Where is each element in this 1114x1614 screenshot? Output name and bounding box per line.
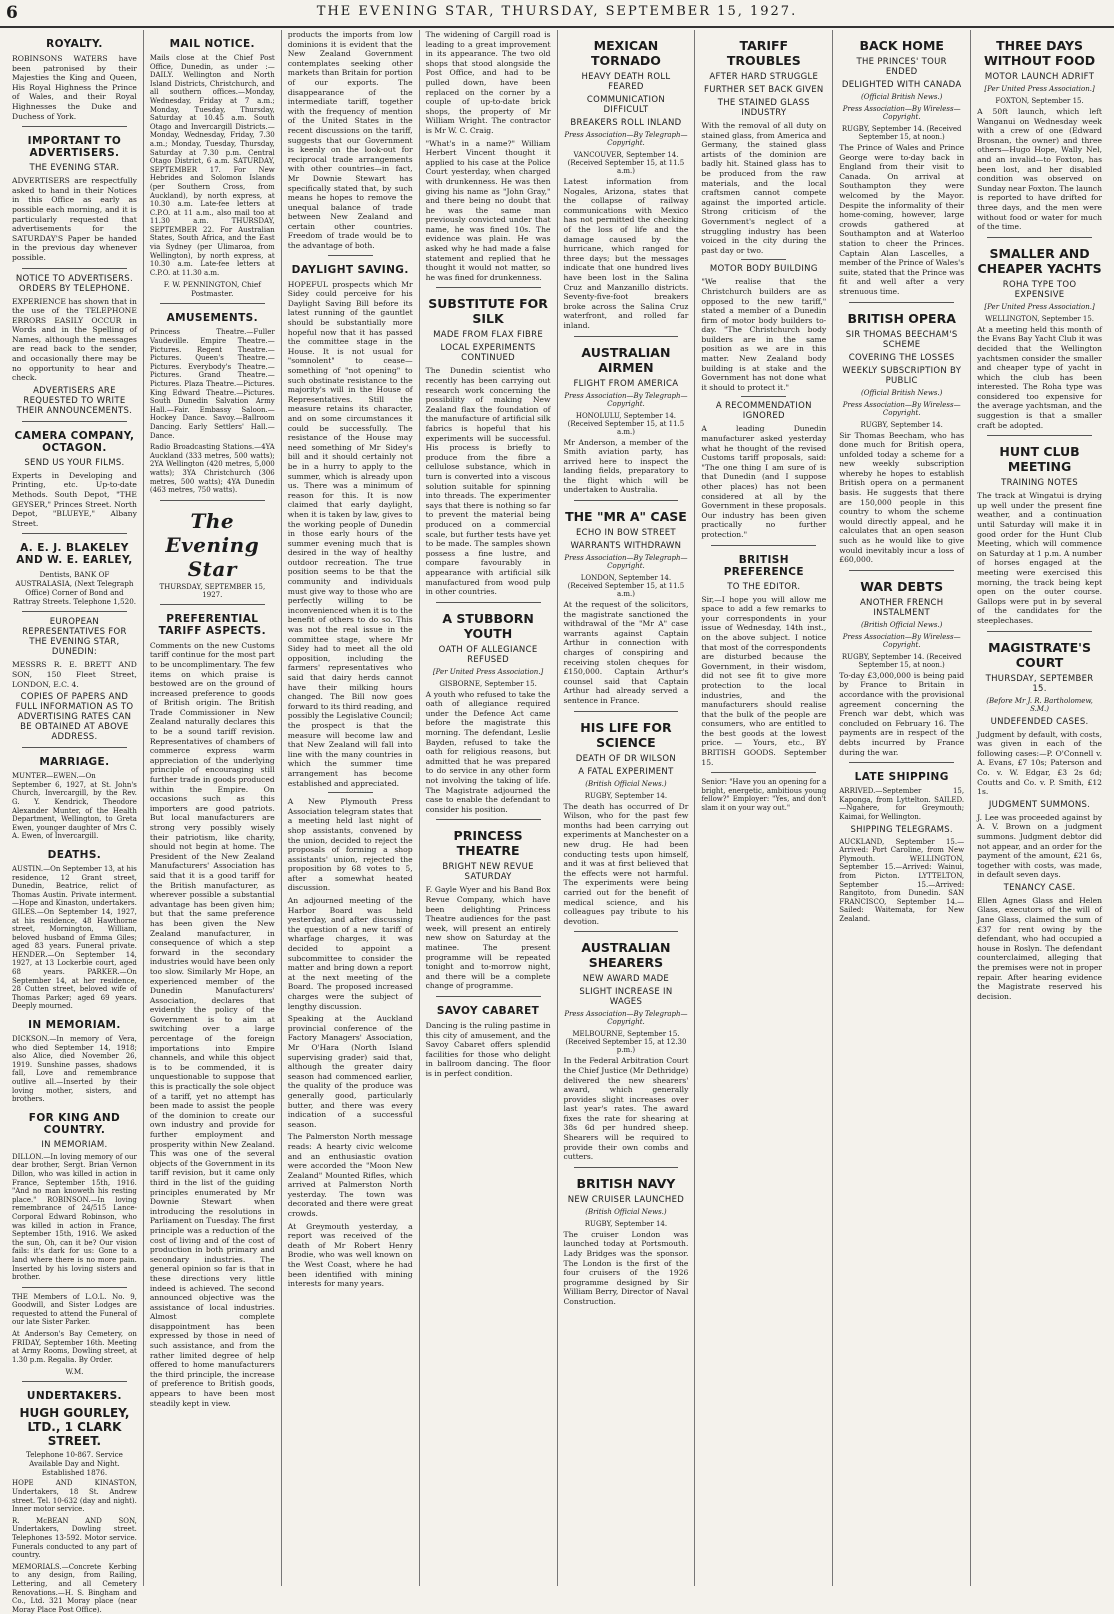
motor-body-heading: MOTOR BODY BUILDING (709, 264, 818, 275)
undertakers-heading: UNDERTAKERS. (26, 1390, 122, 1403)
mexican-tornado-body: Latest information from Nogales, Arizona, states that the collapse of railway communications with Mexico has not permitted the checking of the loss of life and the damage caused by the hurricane, which ranged for three days; but the messages indicate that one hundred lives have been lost in the Salina Cruz and Manzanillo districts. Seventy-five-foot breakers broke across the Salina Cruz waterfront, and rolled far inland. (563, 177, 689, 330)
divider (22, 1381, 127, 1382)
telephone-orders-notice: EXPERIENCE has shown that in the use of the TELEPHONE ERRORS EASILY OCCUR in Words and in the Spelling of Names, although the messages are read back to the sender, and occasionally there may be no opportunity to hear and check. (12, 296, 137, 383)
recommendation-heading: A RECOMMENDATION IGNORED (715, 401, 812, 422)
amusements-heading: AMUSEMENTS. (166, 312, 258, 325)
back-home-dateline: RUGBY, September 14. (Received September 15, at noon.) (841, 125, 962, 141)
page-number: 6 (6, 3, 18, 23)
european-reps-heading: EUROPEAN REPRESENTATIVES FOR THE EVENING STAR, DUNEDIN: (22, 617, 127, 658)
amusements-list: Princess Theatre.—Fuller Vaudeville. Empire Theatre.—Pictures. Regent Theatre.—Pictures. Queen's Theatre.—Pictures. Everybody's Theatre.—Pictures. Grand Theatre.—Pictures. Plaza Theatre.—Pictures. King Edward Theatre.—Pictures. South Dunedin Salvation Army Hall.—Fair. Embassy Saloon.—Hockey Dance. Savoy.—Ballroom Dancing. Early Settlers' Hall.—Dance. (149, 328, 275, 440)
navy-dateline: RUGBY, September 14. (584, 1219, 668, 1228)
editorial-continued: products the imports from low dominions it is evident that the New Zealand Government contemplates seeking other markets than Britain for portion of our exports. The disappearance of the intermediate tariff, together with the frequency of mention of the United States in the recent discussions on the tariff, suggests that our Government is keenly on the look-out for reciprocal trade arrangements with other countries—in fact, Mr Downie Stewart has specifically stated that, by such means he hopes to remove the unequal balance of trade between New Zealand and certain other countries. Freedom of trade would be to the advantage of both. (287, 30, 413, 251)
hunt-club-heading: HUNT CLUB MEETING (999, 444, 1080, 475)
yachts-dateline: WELLINGTON, September 15. (985, 314, 1095, 323)
airmen-credit: Press Association—By Telegraph—Copyright. (564, 391, 688, 408)
airmen-heading: AUSTRALIAN AIRMEN (581, 344, 671, 375)
cargill-road-item: The widening of Cargill road is leading to a great improvement in its appearance. The two old shops that stood alongside the Post Office, and had to be pulled down, have been replaced on the corner by a couple of up-to-date brick shops, the property of Mr William Wright. The contractor is Mr W. C. Craig. (425, 30, 551, 135)
divider (574, 931, 679, 932)
mcbean-ad: R. McBEAN AND SON, Undertakers, Dowling street. Telephones 13-592. Motor service. Funerals conducted to any part of country. (12, 1516, 137, 1560)
yachts-body: At a meeting held this month of the Evans Bay Yacht Club it was decided that the Wellington yachtsmen consider the smaller and cheaper type of yacht in which the club has been interested. The Roha type was considered too expensive for the average yachtsman, and the suggestion is that a smaller craft be adopted. (977, 324, 1102, 430)
late-shipping-heading: LATE SHIPPING (854, 771, 949, 784)
magistrates-court-before: (Before Mr J. R. Bartholomew, S.M.) (986, 696, 1093, 713)
british-opera-credit: (Official British News.) (860, 388, 943, 397)
airmen-body: Mr Anderson, a member of the Smith aviation party, has arrived here to inspect the landing fields, preparatory to the flight which will be undertaken to Australia. (563, 437, 689, 495)
science-credit: (British Official News.) (585, 779, 667, 788)
divider (328, 792, 373, 793)
memoriam-heading: IN MEMORIAM. (28, 1019, 121, 1032)
divider (436, 602, 541, 603)
shearers-dateline: MELBOURNE, September 15. (Received September 15, at 12.30 p.m.) (565, 1030, 687, 1055)
science-heading: HIS LIFE FOR SCIENCE (580, 719, 672, 750)
deaths-notices: AUSTIN.—On September 13, at his residence, 12 Grant street, Dunedin, Beatrice, relict of Thomas Austin. Private interment.—Hope and Kinaston, undertakers. GILES.—On September 14, 1927, at his residence, 48 Hawthorne street, Mornington, William, beloved husband of Emma Giles; aged 83 years. Funeral private. HENDER.—On September 14, 1927, at 13 Lockerbie court, aged 68 years. PARKER.—On September 14, at her residence, 28 Cutten street, beloved wife of Thomas Parker; aged 69 years. Deeply mourned. (12, 864, 137, 1011)
newspaper-masthead (0, 0, 1114, 28)
divider (987, 631, 1092, 632)
war-debts-body: To-day £3,000,000 is being paid by France to Britain in accordance with the provisional agreement concerning the French war debt, which was concluded on February 16. The payments are in respect of the debts incurred by France during the war. (839, 670, 965, 757)
lodge-notice: At Anderson's Bay Cemetery, on FRIDAY, September 16th. Meeting at Army Rooms, Dowling street, at 1.30 p.m. Regalia. By Order. (12, 1330, 137, 1364)
science-dateline: RUGBY, September 14. (584, 791, 668, 800)
mr-a-case-heading: THE "MR A" CASE (565, 509, 687, 525)
stubborn-youth-credit: [Per United Press Association.] (432, 667, 544, 676)
column-3 (281, 30, 419, 1586)
divider (22, 611, 127, 612)
silk-substitute-subheading-2: LOCAL EXPERIMENTS CONTINUED (440, 343, 536, 364)
recommendation-body: A leading Dunedin manufacturer asked yesterday what he thought of the revised Customs tariff proposals, said: "The one thing I am sure of is that Dunedin (and I suppose other places) has not been considered at all by the Government in these proposals. Our industry has been given practically no further protection." (701, 424, 827, 539)
motor-body-item: "We realise that the Christchurch builders are as opposed to the new tariff," stated a member of a Dunedin firm of motor body builders to-day. "The Christchurch body builders are in the same position as we are in this matter. New Zealand body building is at stake and the Government has not done what it should to protect it." (701, 277, 827, 392)
gourley-ad-body: Telephone 10-867. Service Available Day and Night. Established 1876. (25, 1450, 123, 1478)
yachts-credit: [Per United Press Association.] (984, 302, 1095, 311)
advertisers-subheading: THE EVENING STAR. (29, 163, 120, 174)
divider (849, 762, 954, 763)
navy-body: The cruiser London was launched today at Portsmouth. Lady Bridges was the sponsor. The London is the first of the four cruisers of the 1926 programme designed by Sir William Berry, Director of Naval Construction. (563, 1229, 689, 1306)
mexican-tornado-subheading-3: BREAKERS ROLL INLAND (570, 118, 682, 128)
daylight-saving-body: HOPEFUL prospects which Mr Sidey could perceive for his Daylight Saving Bill before its latest running of the gauntlet should be substantially more hopeful now that it has passed the committee stage in the House. It is not usual for "somnolent" to cease—something of "not opening" to such obstinate resistance to the majority's will in the House of Representatives. Still the measure retains its character, and on some circumstances it could be successfully. The resistance of the House may need something of Mr Sidey's bill and it should certainly not be in a hurry to apply to the summer, which is already upon us. There was a minimum of reason for this. It is now claimed that early daylight, when it is taken by law, gives to the working people of Dunedin in those early hours of the summer evening much that is desired in the way of healthy outdoor recreation. The true position seems to be that the community and individuals must give way to those who are perfectly willing to be inconvenienced when it is to the benefit of others to do so. This was not the real issue in the committee stage, where Mr Sidey had to meet all the old opposition, including the farmers' representatives who said that dairy herds cannot have their milking hours changed. The Bill now goes forward to its third reading, and possibly the Legislative Council; the prospect is that the measure will become law and that New Zealand will fall into line with the many countries in which the summer time arrangement has become established and appreciated. (287, 279, 413, 788)
divider (436, 996, 541, 997)
mail-notice-body: Mails close at the Chief Post Office, Dunedin, as under :— DAILY. Wellington and North Island Districts, Christchurch, and all southern offices.—Monday, Wednesday, Friday at 7 a.m.; Monday, Tuesday, Thursday, Saturday at 10.45 a.m. South Otago and Invercargill Districts.—Monday, Wednesday, Friday, 7.30 a.m.; Monday, Tuesday, Thursday, Saturday at 7.30 p.m. Central Otago District, 6 a.m. SATURDAY, SEPTEMBER 17. For New Hebrides and Solomon Islands (per Southern Cross, from Auckland), by north express, at 10.30 a.m. Late-fee letters at C.P.O. at 11 a.m., also mail too at 11.30 a.m. THURSDAY, SEPTEMBER 22. For Australian States, South Africa, and the East via Sydney (per Ulimaroa, from Wellington), by north express, at 10.30 a.m. Late-fee letters at C.P.O. at 11.30 a.m. (149, 54, 275, 277)
magistrates-court-heading: MAGISTRATE'S COURT (988, 639, 1091, 670)
mr-a-case-credit: Press Association—By Telegraph—Copyright. (564, 554, 688, 571)
science-subheading: DEATH OF DR WILSON (575, 753, 677, 764)
judgment-summons-heading: JUDGMENT SUMMONS. (988, 799, 1091, 810)
silk-substitute-subheading: MADE FROM FLAX FIBRE (433, 330, 544, 341)
shearers-body: In the Federal Arbitration Court the Chief Justice (Mr Dethridge) delivered the new shearers' award, which generally provides slight increases over last year's rates. The award fixes the rate for shearing at 38s 6d per hundred sheep. Shearers will be required to provide their own combs and cutters. (563, 1056, 689, 1162)
gourley-ad-heading: HUGH GOURLEY, LTD., 1 CLARK STREET. (19, 1406, 130, 1449)
camera-company-ad: Experts in Developing and Printing, etc. Up-to-date Methods. South Depot, "THE GEYSER," Princes Street. North Depot, "BLUEYE," Albany Street. (12, 470, 137, 528)
joke-item: Senior: "Have you an opening for a bright, energetic, ambitious young fellow?" Employer: "Yes, and don't slam it on your way out." (701, 778, 827, 813)
british-opera-subheading: SIR THOMAS BEECHAM'S SCHEME (845, 329, 958, 350)
judgment-summons-body: J. Lee was proceeded against by A. V. Brown on a judgment summons. Judgment debtor did not appear, and an order for the payment of the amount, £21 6s, together with costs, was made, in default seven days. (977, 812, 1102, 880)
without-food-heading: THREE DAYS WITHOUT FOOD (983, 38, 1096, 68)
airmen-subheading: FLIGHT FROM AMERICA (573, 378, 679, 389)
marriage-heading: MARRIAGE. (39, 756, 110, 769)
dentists-ad: Dentists, BANK OF AUSTRALASIA, (Next Telegraph Office) Corner of Bond and Rattray Streets. Telephone 1,520. (12, 570, 137, 607)
back-home-body: The Prince of Wales and Prince George were to-day back in England from their visit to Canada. On arrival at Southampton they were welcomed by the Mayor. Despite the informality of their home-coming, however, large crowds gathered at Southampton and at Waterloo station to cheer the Princes. Captain Alan Lascelles, a member of the Prince of Wales's suite, stated that the Prince was fit and well after a very strenuous time. (839, 143, 965, 296)
science-subheading-2: A FATAL EXPERIMENT (578, 766, 674, 777)
stubborn-youth-dateline: GISBORNE, September 15. (439, 679, 537, 688)
divider (328, 255, 373, 256)
divider (574, 711, 679, 712)
mail-notice-heading: MAIL NOTICE. (169, 38, 255, 50)
advertisers-heading: IMPORTANT TO ADVERTISERS. (27, 135, 122, 160)
yachts-heading: SMALLER AND CHEAPER YACHTS (977, 245, 1102, 276)
back-home-subheading: THE PRINCES' TOUR ENDED (856, 57, 947, 77)
european-reps-body: MESSRS R. E. BRETT AND SON, 150 Fleet Street, LONDON, E.C. 4. (12, 660, 137, 689)
memorials-ad: MEMORIALS.—Concrete Kerbing to any design, from Railing, Lettering, and all Cemetery Renovations.—H. S. Bingham and Co., Ltd. 321 Moray place (near Moray Place Post Office). (12, 1562, 137, 1614)
without-food-credit: [Per United Press Association.] (984, 85, 1095, 93)
british-opera-credit-2: Press Association—By Wireless—Copyright. (842, 400, 961, 417)
column-1 (6, 30, 143, 1614)
royalty-notice: ROBINSONS WATERS have been patronised by their Majesties the King and Queen, His Royal Highness the Prince of Wales, and their Royal Highnesses the Duke and Duchess of York. (12, 54, 137, 121)
column-8 (970, 30, 1108, 1586)
british-opera-dateline: RUGBY, September 14. (860, 420, 943, 429)
column-6 (694, 30, 832, 1586)
divider (22, 533, 127, 534)
tariff-troubles-heading: TARIFF TROUBLES (726, 38, 801, 68)
mexican-tornado-subheading-2: COMMUNICATION DIFFICULT (586, 95, 665, 115)
british-opera-subheading-2: COVERING THE LOSSES (848, 352, 955, 363)
divider (711, 772, 816, 773)
editorial-date: THURSDAY, SEPTEMBER 15, 1927. (159, 582, 266, 599)
savoy-heading: SAVOY CABARET (436, 1004, 540, 1017)
savoy-body: Dancing is the ruling pastime in this city of amusement, and the Savoy Cabaret offers splendid facilities for those who delight in ballroom dancing. The floor is in perfect condition. (425, 1020, 551, 1078)
war-debts-dateline: RUGBY, September 14. (Received September 15, at noon.) (841, 652, 962, 669)
advertisers-notice: ADVERTISERS are respectfully asked to hand in their Notices in this Office as early as possible each morning, and it is particularly requested that advertisements for the SATURDAY'S Paper be handed in the previous day whenever possible. (12, 176, 137, 262)
war-debts-credit: (British Official News.) (860, 620, 943, 629)
marriage-notice: MUNTER—EWEN.—On September 6, 1927, at St. John's Church, Invercargill, by the Rev. G. Y. Kendrick, Theodore Alexander Munter, of the Health Department, Wellington, to Greta Ewen, younger daughter of Mrs C. A. Ewen, of Invercargill. (12, 772, 137, 841)
without-food-dateline: FOXTON, September 15. (995, 97, 1084, 105)
divider (436, 287, 541, 288)
shearers-credit: Press Association—By Telegraph—Copyright. (564, 1010, 688, 1027)
hunt-club-body: The track at Wingatui is drying up well under the present fine weather, and a continuation until Saturday will make it in good order for the Hunt Club Meeting, which will commence on Saturday at 1 p.m. A number of horses engaged at the meeting were exercised this morning, the track being kept open on the outer course. Gallops were put in by several of the candidates for the steeplechases. (977, 491, 1102, 625)
tariff-troubles-body: With the removal of all duty on stained glass, from America and Germany, the stained glass artists of the dominion are badly hit. Stained glass has to be produced from the raw materials, and the local craftsmen cannot compete against the imported article. Strong criticism of the Government's neglect of a struggling industry has been voiced in the city during the past day or two. (701, 121, 827, 255)
british-opera-heading: BRITISH OPERA (847, 310, 956, 326)
editorial-body: Comments on the new Customs tariff continue for the most part to be uncomplimentary. The few items on which praise is bestowed are on the ground of increased preference to goods of British origin. The British Trade Commissioner in New Zealand naturally declares this to be a sound tariff revision. Representatives of chambers of commerce express warm appreciation of the underlying principle of encouraging still further trade in goods produced within the Empire. On occasions such as this importers are good patriots. But local manufacturers are strong very possibly wisely their patriotism, like charity, should not begin at home. The President of the New Zealand Manufacturers' Association has said that it is a good tariff for the British manufacturer, as wherever possible a substantial advantage has been given him; but that the same preference has been given the New Zealand manufacturer, in consequence of which a step forward in the secondary industries would have been only too slow. Similarly Mr Hope, an experienced member of the Dunedin Manufacturers' Association, declares that evidently the policy of the Government is to aim at switching over a large percentage of the foreign importations into Empire channels, and while this object is to be commended, it is unquestionable to suppose that this is practically the sole object of a tariff, yet no attempt has been made to assist the people of the dominion to create our own industry and provide for further employment and prosperity within New Zealand. This was one of the several objects of the Government in its tariff revision, but it came only third in the list of the guiding principles enumerated by Mr Downie Stewart when introducing the resolutions in Parliament on Tuesday. The first principle was a reduction of the cost of living and of the cost of production in both primary and secondary industries. The general opinion so far is that in these directions very little indeed is achieved. The second announced objective was the assistance of local industries. Almost complete disappointment has been expressed by those in need of such assistance, and from the rather limited degree of help offered to home manufacturers the third principle, the increase of preference to British goods, appears to have been most steadily kept in view. (149, 640, 275, 1408)
divider (741, 259, 786, 260)
war-debts-credit-2: Press Association—By Wireless—Copyright. (842, 632, 961, 649)
british-preference-heading: BRITISH PREFERENCE (723, 553, 804, 578)
new-plymouth-item: A New Plymouth Press Association telegram states that a meeting held last night of shop assistants, convened by the union, decided to reject the proposals of forming a shop assistants' union, rejected the proposition by 68 votes to 5, after a somewhat heated discussion. (287, 797, 413, 893)
lodge-signature: W.M. (65, 1367, 84, 1377)
mexican-tornado-subheading: HEAVY DEATH ROLL FEARED (581, 72, 671, 92)
tenancy-case-heading: TENANCY CASE. (1003, 882, 1076, 893)
mail-notice-signature: F. W. PENNINGTON, Chief Postmaster. (163, 280, 261, 299)
greymouth-item: At Greymouth yesterday, a report was received of the death of Mr Robert Henry Brodie, who was well known on the West Coast, where he had been identified with mining interests for many years. (287, 1221, 413, 1289)
lodge-heading: THE Members of L.O.L. No. 9, Goodwill, and Sister Lodges are requested to attend the Funeral of our late Sister Parker. (12, 1292, 137, 1327)
divider (849, 570, 954, 571)
british-preference-subheading: TO THE EDITOR. (727, 581, 801, 592)
back-home-subheading-2: DELIGHTED WITH CANADA (841, 80, 962, 90)
telephone-orders-heading: NOTICE TO ADVERTISERS. ORDERS BY TELEPHONE. (15, 273, 133, 294)
tenancy-case-body: Ellen Agnes Glass and Helen Glass, executors of the will of Jane Glass, claimed the sum of £37 for rent owing by the defendant, who had occupied a house in Roslyn. The defendant counterclaimed, alleging that the premises were not in proper repair. After hearing evidence the Magistrate reserved his decision. (977, 895, 1102, 1001)
memoriam-notice: DICKSON.—In memory of Vera, who died September 14, 1918; also Alice, died November 26, 1919. Sunshine passes, shadows fall, Love and remembrance outlive all.—Inserted by their loving mother, sisters, and brothers. (12, 1035, 137, 1104)
editorial-heading: PREFERENTIAL TARIFF ASPECTS. (158, 612, 267, 637)
shearers-heading: AUSTRALIAN SHEARERS (581, 940, 671, 971)
divider (160, 303, 265, 304)
dentists-heading: A. E. J. BLAKELEY AND W. E. EARLEY, (16, 542, 133, 567)
divider (849, 302, 954, 303)
science-body: The death has occurred of Dr Wilson, who for the past few months had been carrying out experiments at Manchester on a new drug. He had been conducting tests upon himself, and it was at first believed that the effects were not harmful. The experiments were being carried out for the benefit of medical science, and his colleagues pay tribute to his devotion. (563, 801, 689, 926)
divider (574, 1167, 679, 1168)
princess-theatre-heading: PRINCESS THEATRE (453, 828, 523, 859)
write-announcements-heading: ADVERTISERS ARE REQUESTED TO WRITE THEIR ANNOUNCEMENTS. (16, 385, 133, 416)
king-country-subheading: IN MEMORIAM. (41, 1139, 108, 1150)
war-debts-subheading: ANOTHER FRENCH INSTALMENT (859, 597, 944, 618)
divider (574, 336, 679, 337)
palmerston-item: The Palmerston North message reads: A hearty civic welcome and an enthusiastic ovation were accorded the "Moon New Zealand" Mounted Rifles, which arrived at Palmerston North yesterday. The town was decorated and there were great crowds. (287, 1132, 413, 1219)
divider (711, 545, 816, 546)
copies-heading: COPIES OF PAPERS AND FULL INFORMATION AS TO ADVERTISING RATES CAN BE OBTAINED AT ABOVE ADDRESS. (15, 692, 134, 743)
princess-theatre-body: F. Gayle Wyer and his Band Box Revue Company, which have been delighting Princess Theatre audiences for the past week, will present an entirely new show on Saturday at the matinee. The present programme will be repeated tonight and to-morrow night, and there will be a complete change of programme. (425, 885, 551, 991)
divider (987, 237, 1092, 238)
stubborn-youth-body: A youth who refused to take the oath of allegiance required under the Defence Act came before the magistrate this morning. The defendant, Leslie Bayden, refused to take the oath for religious reasons, but admitted that he was prepared to do service in any other form not involving the taking of life. The Magistrate adjourned the case to enable the defendant to consider his position. (425, 689, 551, 814)
divider (22, 747, 127, 748)
navy-heading: BRITISH NAVY (576, 1175, 676, 1191)
column-2 (143, 30, 281, 1586)
silk-substitute-heading: SUBSTITUTE FOR SILK (428, 296, 548, 327)
daylight-saving-heading: DAYLIGHT SAVING. (291, 263, 409, 276)
royalty-heading: ROYALTY. (46, 38, 103, 50)
mr-a-case-dateline: LONDON, September 14. (Received September 15, at 11.5 a.m.) (567, 574, 685, 599)
stubborn-youth-subheading: OATH OF ALLEGIANCE REFUSED (438, 644, 538, 665)
camera-company-heading: CAMERA COMPANY, OCTAGON. (14, 429, 135, 454)
divider (987, 435, 1092, 436)
newspaper-columns (6, 30, 1108, 1614)
divider (741, 396, 786, 397)
without-food-subheading: MOTOR LAUNCH ADRIFT (984, 72, 1095, 82)
shipping-telegrams-body: AUCKLAND, September 15.—Arrived: Port Caroline, from New Plymouth. WELLINGTON, September 15.—Arrived: Wainui, from Picton. LYTTELTON, September 15.—Arrived: Rangitoto, from Dunedin. SAN FRANCISCO, September 14.—Sailed: Waitemata, for New Zealand. (839, 837, 965, 923)
newspaper-title: THE EVENING STAR, THURSDAY, SEPTEMBER 15, 1927. (316, 4, 798, 19)
divider (22, 268, 127, 269)
column-7 (832, 30, 970, 1586)
tariff-troubles-subheading: AFTER HARD STRUGGLE (709, 72, 819, 82)
mr-a-case-subheading: ECHO IN BOW STREET (575, 528, 676, 539)
divider (574, 500, 679, 501)
radio-stations: Radio Broadcasting Stations.—4YA Auckland (333 metres, 500 watts); 2YA Wellington (420 metres, 5,000 watts); 3YA Christchurch (306 metres, 500 watts); 4YA Dunedin (463 metres, 750 watts). (149, 443, 275, 495)
without-food-body: A 50ft launch, which left Wanganui on Wednesday week with a crew of one (Edward Brosnan, the owner) and three others—Hugo Hope, Wally Nel, and an invalid—to Foxton, has been lost, and her disabled condition was observed on Sunday near Foxton. The launch is reported to have drifted for three days, and the men were without food or water for much of the time. (977, 107, 1102, 232)
shearers-subheading: NEW AWARD MADE (582, 974, 670, 985)
princess-theatre-subheading: BRIGHT NEW REVUE SATURDAY (442, 862, 534, 883)
navy-subheading: NEW CRUISER LAUNCHED (567, 1194, 685, 1205)
camera-company-subheading: SEND US YOUR FILMS. (24, 457, 125, 468)
magistrates-court-date: THURSDAY, SEPTEMBER 15. (985, 673, 1094, 694)
divider (436, 819, 541, 820)
mr-a-case-subheading-2: WARRANTS WITHDRAWN (570, 541, 682, 552)
british-opera-subheading-3: WEEKLY SUBSCRIPTION BY PUBLIC (842, 365, 962, 386)
yachts-subheading: ROHA TYPE TOO EXPENSIVE (1002, 279, 1077, 300)
mr-a-case-body: At the request of the solicitors, the magistrate sanctioned the withdrawal of the "Mr A" case warrants against Captain Arthur in connection with charges of conspiring and receiving stolen cheques for £150,000. Captain Arthur's counsel said that Captain Arthur had already served a sentence in France. (563, 600, 689, 705)
divider (160, 500, 265, 501)
divider (160, 604, 265, 605)
back-home-heading: BACK HOME (859, 38, 944, 53)
shipping-telegrams-heading: SHIPPING TELEGRAMS. (850, 824, 953, 835)
silk-substitute-body: The Dunedin scientist who recently has been carrying out research work concerning the possibility of making New Zealand flax the foundation of the manufacture of artificial silk fabrics is hopeful that his experiments will be successful. His process is briefly to produce from the fibre a cellulose substance, which in turn is converted into a viscous solution suitable for spinning into threads. The experimenter says that there is nothing so far to prevent the material being produced on a commercial scale, but further tests have yet to be made. The samples shown possess a fine lustre, and compare favourably in appearance with artificial silk manufactured from wood pulp in other countries. (425, 366, 551, 597)
late-shipping-body: ARRIVED.—September 15, Kaponga, from Lyttelton. SAILED.—Ngahere, for Greymouth; Kaimai, for Wellington. (839, 787, 965, 821)
auckland-conference-item: Speaking at the Auckland provincial conference of the Factory Managers' Association, Mr O'Hara (North Island supervising grader) said that, although the greater dairy season had commenced earlier, the quality of the produce was generally good, particularly butter, and there was every indication of a successful season. (287, 1014, 413, 1129)
divider (22, 126, 127, 127)
tariff-troubles-subheading-2: FURTHER SET BACK GIVEN (704, 85, 824, 95)
british-opera-body: Sir Thomas Beecham, who has done much for British opera, unfolded today a scheme for a new weekly subscription whereby he hopes to establish British opera on a permanent basis. He suggests that there are 150,000 people in this country to whom the scheme would directly appeal, and he calculates that an open season such as he would like to give would inevitably incur a loss of £60,000. (839, 430, 965, 565)
stubborn-youth-heading: A STUBBORN YOUTH (442, 610, 534, 641)
shearers-subheading-2: SLIGHT INCREASE IN WAGES (579, 987, 673, 1008)
divider (22, 1287, 127, 1288)
undefended-cases-heading: UNDEFENDED CASES. (990, 716, 1089, 727)
mexican-tornado-dateline: VANCOUVER, September 14. (Received September 15, at 11.5 a.m.) (567, 151, 685, 175)
hope-kinaston-ad: HOPE AND KINASTON, Undertakers, 18 St. Andrew street. Tel. 10-632 (day and night). Inner motor service. (12, 1479, 137, 1514)
divider (22, 421, 127, 422)
british-preference-letter: Sir,—I hope you will allow me space to add a few remarks to your correspondents in your issue of Wednesday, 14th inst., on the above subject. I notice that most of the correspondents are disturbed because the Government, in their wisdom, did not see fit to give more protection to the local industries, and the manufacturers should realise that the bulk of the people are consumers, who are entitled to the best goods at the lowest price. — Yours, etc., BY BRITISH GOODS. September 15. (701, 594, 827, 767)
column-4 (419, 30, 557, 1586)
back-home-credit-2: Press Association—By Wireless—Copyright. (842, 105, 961, 121)
navy-credit: (British Official News.) (585, 1207, 667, 1216)
war-debts-heading: WAR DEBTS (860, 578, 944, 594)
back-home-credit: (Official British News.) (860, 93, 943, 101)
airmen-dateline: HONOLULU, September 14. (Received September 15, at 11.5 a.m.) (567, 411, 685, 436)
hunt-club-subheading: TRAINING NOTES (1001, 478, 1078, 489)
editorial-masthead: The Evening Star (165, 508, 260, 581)
tariff-troubles-subheading-3: THE STAINED GLASS INDUSTRY (717, 98, 810, 118)
harbour-board-item: An adjourned meeting of the Harbor Board was held yesterday, and after discussing the question of a new tariff of wharfage charges, it was decided to appoint a subcommittee to consider the matter and bring down a report at the next meeting of the Board. The proposed increased charges were the subject of lengthy discussion. (287, 896, 413, 1011)
undefended-cases-body: Judgment by default, with costs, was given in each of the following cases:—P. O'Connell v. A. Evans, £7 10s; Paterson and Co. v. W. Edgar, £3 2s 6d; Coutts and Co. v. P. Smith, £12 1s. (977, 729, 1102, 797)
mexican-tornado-heading: MEXICAN TORNADO (590, 38, 661, 68)
deaths-heading: DEATHS. (47, 848, 102, 861)
mexican-tornado-credit: Press Association—By Telegraph—Copyright. (564, 131, 688, 147)
king-country-heading: FOR KING AND COUNTRY. (28, 1111, 121, 1136)
column-5 (557, 30, 695, 1586)
whats-in-a-name-item: "What's in a name?" William Herbert Vincent thought it applied to his case at the Police Court yesterday, when charged with drunkenness. He was then giving his name as "John Gray," and there being no doubt that he was the same man previously convicted under that name, he was fined 10s. The evidence was plain. He was asked why he had made a false statement and replied that he thought it would not matter, so he was fined for drunkenness. (425, 138, 551, 282)
king-country-notice: DILLON.—In loving memory of our dear brother, Sergt. Brian Vernon Dillon, who was killed in action in France, September 15th, 1916. "And no man knoweth his resting place." ROBINSON.—In loving remembrance of 24/515 Lance-Corporal Edward Robinson, who was killed in action in France, September 15th, 1916. We asked the sun, Oh, can it be? Our vision fails: it's dark for us: Gone to a land where there is no more pain. Inserted by his loving sisters and brother. (12, 1152, 137, 1282)
